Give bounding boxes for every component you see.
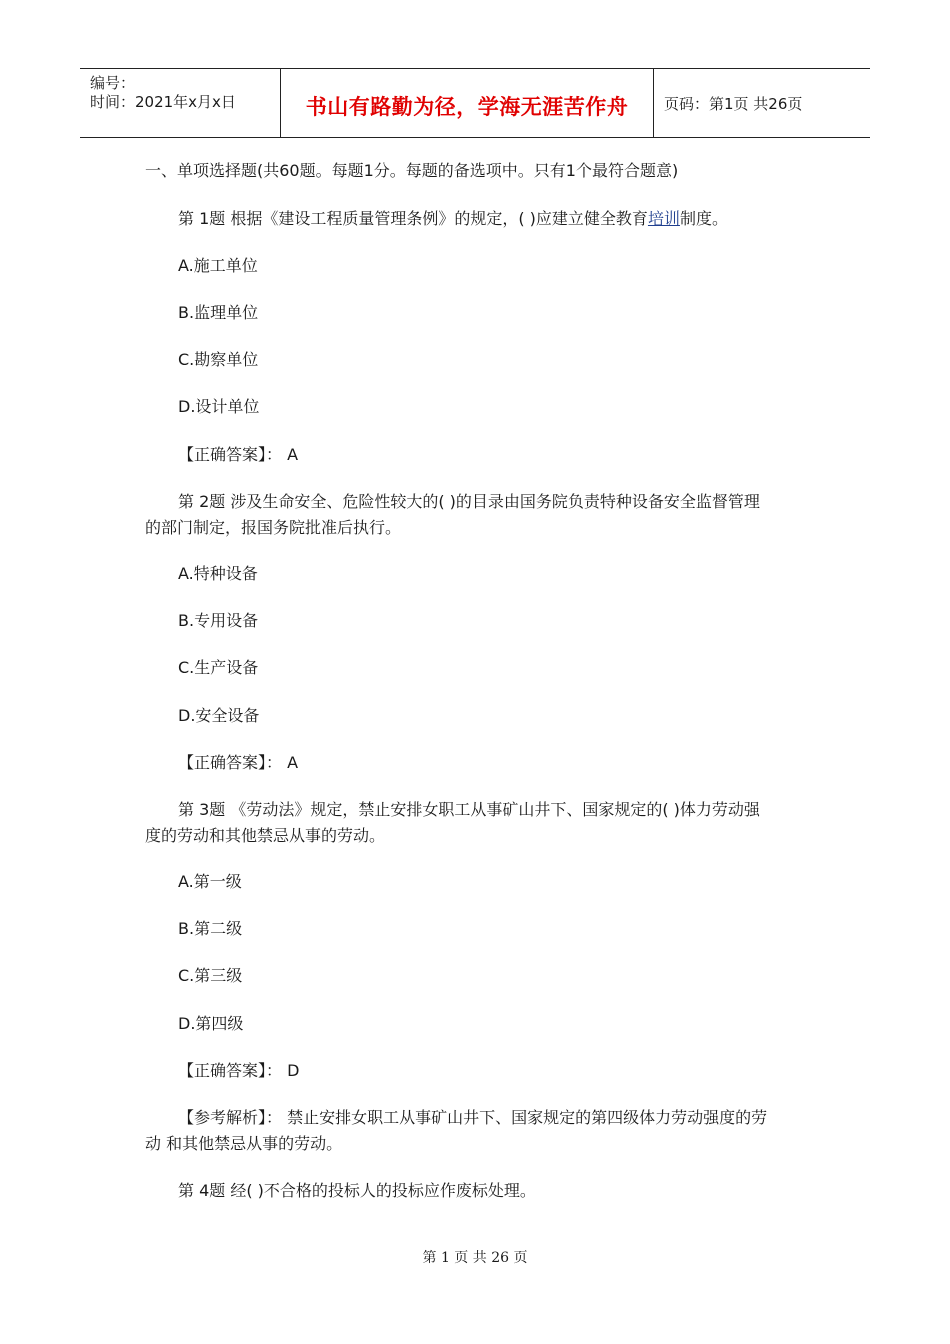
question-3-analysis-line-2: 动 和其他禁忌从事的劳动。	[145, 1134, 343, 1153]
serial-label: 编号：	[90, 74, 136, 92]
question-2-option-b: B.专用设备	[178, 611, 259, 630]
header-page-cell	[654, 69, 870, 137]
question-3-option-b: B.第二级	[178, 919, 243, 938]
question-2-option-d: D.安全设备	[178, 706, 260, 725]
question-2-line-2: 的部门制定，报国务院批准后执行。	[145, 518, 402, 537]
question-2-option-c: C.生产设备	[178, 658, 259, 677]
question-3-line-1: 第 3题 《劳动法》规定，禁止安排女职工从事矿山井下、国家规定的( )体力劳动强	[178, 800, 760, 819]
training-link[interactable]: 培训	[647, 209, 680, 228]
question-1-option-a: A.施工单位	[178, 256, 258, 275]
question-3-analysis-line-1: 【参考解析】： 禁止安排女职工从事矿山井下、国家规定的第四级体力劳动强度的劳	[178, 1108, 768, 1127]
header-motto-cell	[281, 69, 654, 137]
section-title: 一、单项选择题(共60题。每题1分。每题的备选项中。只有1个最符合题意)	[145, 161, 679, 180]
date-text: 时间：2021年x月x日	[90, 93, 236, 111]
question-3-option-a: A.第一级	[178, 872, 242, 891]
question-2-answer: 【正确答案】： A	[178, 753, 299, 772]
page-footer: 第 1 页 共 26 页	[422, 1250, 528, 1266]
question-1-option-d: D.设计单位	[178, 397, 260, 416]
page-header	[80, 68, 870, 138]
page-code: 页码：第1页 共26页	[664, 95, 803, 113]
question-2-line-1: 第 2题 涉及生命安全、危险性较大的( )的目录由国务院负责特种设备安全监督管理	[178, 492, 760, 511]
question-3-answer: 【正确答案】： D	[178, 1061, 300, 1080]
question-1-option-b: B.监理单位	[178, 303, 259, 322]
question-1-option-c: C.勘察单位	[178, 350, 259, 369]
question-1-suffix: 制度。	[679, 209, 728, 228]
question-3-option-c: C.第三级	[178, 966, 243, 985]
question-1-answer: 【正确答案】： A	[178, 445, 299, 464]
header-left-cell	[80, 69, 281, 137]
question-3-line-2: 度的劳动和其他禁忌从事的劳动。	[145, 826, 386, 845]
question-4-line-1: 第 4题 经( )不合格的投标人的投标应作废标处理。	[178, 1181, 536, 1200]
question-1-prefix: 第 1题 根据《建设工程质量管理条例》的规定，( )应建立健全教育	[178, 209, 648, 228]
question-2-option-a: A.特种设备	[178, 564, 258, 583]
question-3-option-d: D.第四级	[178, 1014, 244, 1033]
motto-text: 书山有路勤为径，学海无涯苦作舟	[305, 95, 629, 119]
question-1-text	[178, 209, 728, 229]
